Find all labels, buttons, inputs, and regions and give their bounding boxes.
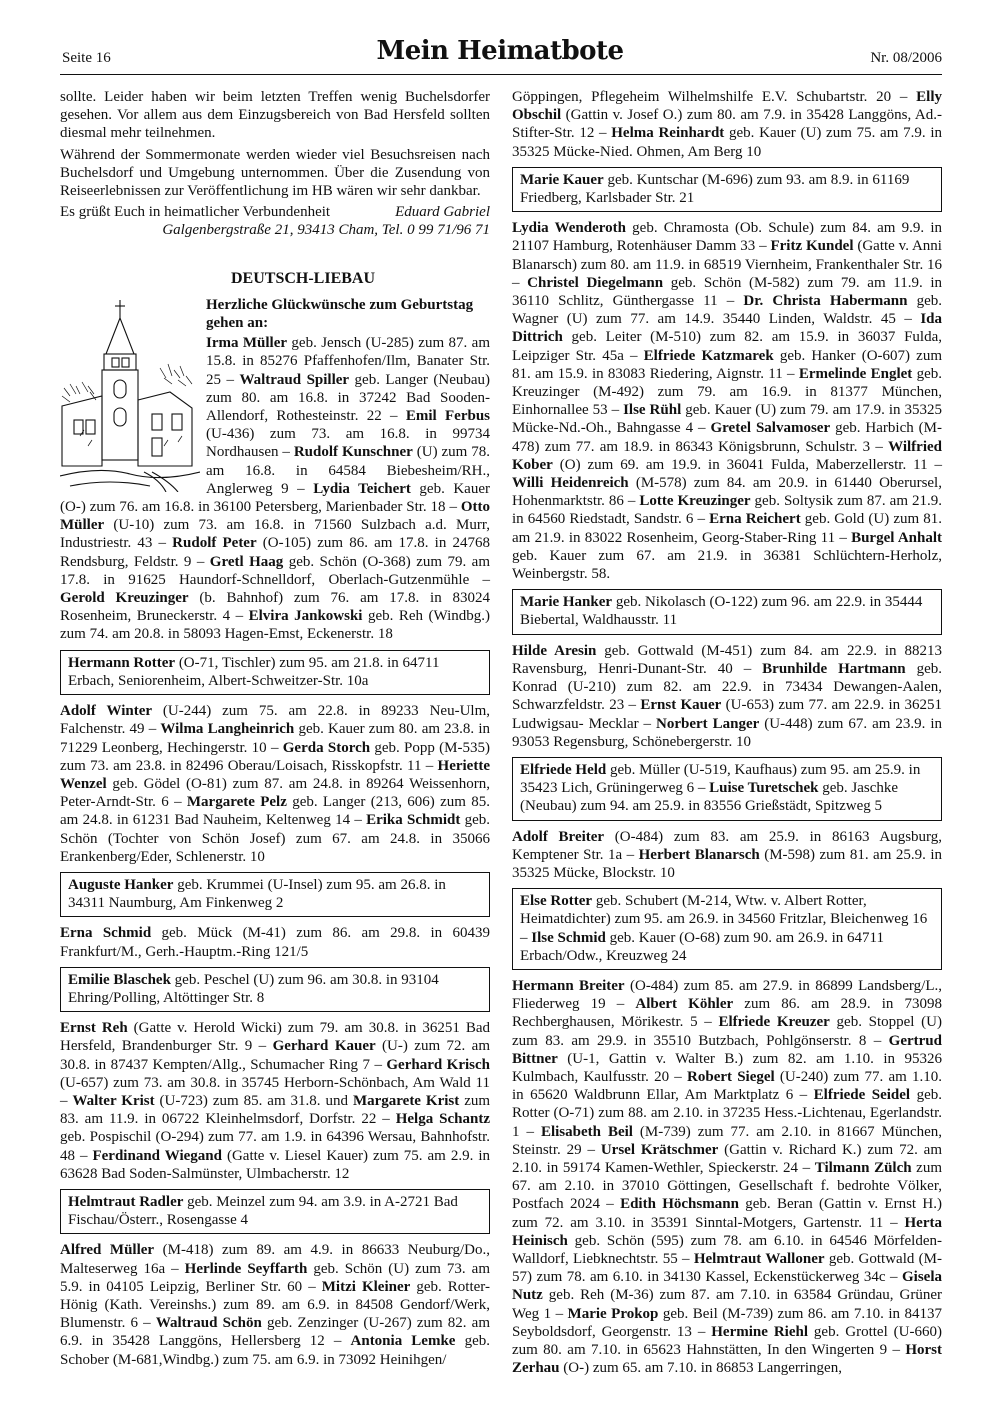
- birthday-paragraph: Lydia Wenderoth geb. Chramosta (Ob. Schule) zum 84. am 9.9. in 21107 Hamburg, Rotenhäuser Damm 33 – Fritz Kundel (Gatte v. Anni Blanarsch) zum 80. am 11.9. in 68519 Viernheim, Frankenthaler Str. 16 – Christel Diegelmann geb. Schön (M-582) zum 79. am 11.9. in 36110 Schlitz, Günthergasse 11 – Dr. Christa Habermann geb. Wagner (U) zum 77. am 14.9. 35440 Linden, Waldstr. 45 – Ida Dittrich geb. Leiter (M-510) zum 82. am 15.9. in 36037 Fulda, Leipziger Str. 45a – Elfriede Katzmarek geb. Hanker (O-607) zum 81. am 15.9. in 83083 Riedering, Aignstr. 11 – Ermelinde Englet geb. Kreuzinger (M-492) zum 79. am 16.9. in 81377 München, Einhornallee 53 – Ilse Rühl geb. Kauer (U) zum 79. am 17.9. in 35325 Mücke-Nd.-Oh., Bahngasse 4 – Gretel Salvamoser geb. Harbich (M-478) zum 77. am 18.9. in 86343 Königsbrunn, Schulstr. 3 – Wilfried Kober (O) zum 69. am 19.9. in 36041 Fulda, Maberzellerstr. 11 – Willi Heidenreich (M-578) zum 84. am 20.9. in 61440 Oberursel, Hohenmarktstr. 86 – Lotte Kreuzinger geb. Soltysik zum 87. am 21.9. in 64560 Riedstadt, Sandstr. 6 – Erna Reichert geb. Gold (U) zum 81. am 21.9. in 83022 Rosenheim, Georg-Staber-Ring 11 – Burgel Anhalt geb. Kauer zum 67. am 21.9. in 36381 Schlüchtern-Herholz, Weinbergstr. 58.: [512, 220, 943, 583]
- person-name: Wilma Langheinrich: [160, 721, 295, 738]
- highlight-box: Elfriede Held geb. Müller (U-519, Kaufhaus) zum 95. am 25.9. in 35423 Lich, Grüningerweg 6 – Luise Turetschek geb. Jaschke (Neubau) zum 94. am 25.9. in 83556 Grießstädt, Spitzweg 5: [512, 757, 942, 821]
- section-title: DEUTSCH-LIEBAU: [230, 269, 376, 287]
- person-name: Elfriede Held: [520, 761, 607, 778]
- person-name: Waltraud Schön: [155, 1315, 262, 1332]
- person-name: Hilde Aresin: [512, 642, 597, 659]
- person-name: Emilie Blaschek: [68, 971, 171, 988]
- person-name: Horst Zerhau: [512, 1342, 942, 1377]
- person-name: Ernst Kauer: [640, 697, 722, 714]
- person-name: Elfriede Kreuzer: [718, 1014, 830, 1031]
- person-name: Wilfried Kober: [512, 438, 942, 473]
- birthday-paragraph: Hilde Aresin geb. Gottwald (M-451) zum 84. am 22.9. in 88213 Ravensburg, Henri-Dunant-Str. 40 – Brunhilde Hartmann geb. Konrad (U-210) zum 82. am 22.9. in 73434 Dewangen-Aalen, Schwarzfeldstr. 23 – Ernst Kauer (U-653) zum 77. am 22.9. in 36251 Ludwigsau- Mecklar – Norbert Langer (U-448) zum 67. am 23.9. in 93053 Regensburg, Schönebergerstr. 10: [512, 642, 943, 750]
- person-name: Heriette Wenzel: [60, 757, 490, 792]
- person-name: Herbert Blanarsch: [638, 846, 760, 863]
- left-column: [60, 88, 490, 1372]
- person-name: Tilmann Zülch: [814, 1159, 912, 1176]
- person-name: Hermine Riehl: [711, 1323, 808, 1340]
- person-name: Elvira Jankowski: [248, 608, 363, 625]
- person-name: Gretel Salvamoser: [710, 420, 831, 437]
- person-name: Burgel Anhalt: [851, 529, 942, 546]
- highlight-box: Hermann Rotter (O-71, Tischler) zum 95. am 21.8. in 64711 Erbach, Seniorenheim, Albert-Schweitzer-Str. 10a: [60, 650, 490, 695]
- person-name: Lydia Teichert: [313, 480, 411, 497]
- person-name: Marie Prokop: [567, 1305, 659, 1322]
- birthday-paragraph: Ernst Reh (Gatte v. Herold Wicki) zum 79. am 30.8. in 36251 Bad Hersfeld, Brandenburger Str. 9 – Gerhard Kauer (U-) zum 72. am 30.8. in 87437 Kempten/Allg., Schumacher Ring 7 – Gerhard Krisch (U-657) zum 73. am 30.8. in 35745 Herborn-Schönbach, Am Wald 11 – Walter Krist (U-723) zum 85. am 31.8. und Margarete Krist zum 83. am 11.9. in 06722 Kleinhelmsdorf, Dorfstr. 22 – Helga Schantz geb. Pospischil (O-294) zum 77. am 1.9. in 64396 Wersau, Bahnhofstr. 48 – Ferdinand Wiegand (Gatte v. Liesel Kauer) zum 75. am 2.9. in 63628 Bad Soden-Salmünster, Ulmbacherstr. 12: [60, 1020, 491, 1182]
- person-name: Margarete Krist: [352, 1092, 460, 1109]
- signature-address: Galgenbergstraße 21, 93413 Cham, Tel. 0 99 71/96 71: [162, 222, 490, 239]
- birthday-paragraph: Irma Müller geb. Jensch (U-285) zum 87. am 15.8. in 85276 Pfaffenhofen/Ilm, Banater Str. 25 – Waltraud Spiller geb. Langer (Neubau) zum 80. am 16.8. in 37242 Bad Sooden-Allendorf, Rothesteinstr. 22 – Emil Ferbus (U-436) zum 73. am 16.8. in 99734 Nordhausen – Rudolf Kunschner (U) zum 78. am 16.8. in 64584 Biebesheim/RH., Anglerweg 9 – Lydia Teichert geb. Kauer (O-) zum 76. am 16.8. in 36100 Petersberg, Marienbader Str. 18 – Otto Müller (U-10) zum 73. am 16.8. in 71560 Sulzbach a.d. Murr, Industriestr. 43 – Rudolf Peter (O-105) zum 86. am 17.8. in 24768 Rendsburg, Feldstr. 9 – Gretl Haag geb. Schön (O-368) zum 79. am 17.8. in 91625 Haundorf-Schnelldorf, Oberlach-Gutzenmühle – Gerold Kreuzinger (b. Bahnhof) zum 76. am 17.8. in 83024 Rosenheim, Bruneckerstr. 4 – Elvira Jankowski geb. Reh (Windbg.) zum 74. am 20.8. in 58093 Hagen-Emst, Eckenerstr. 18: [60, 335, 491, 643]
- person-name: Adolf Breiter: [512, 828, 605, 845]
- intro-paragraph-2: Während der Sommermonate werden wieder viel Besuchsreisen nach Buchelsdorf und Umgebung unternommen. Über die Zusendung von Reiseerlebnissen zur Veröffentlichung im HB wären wir sehr dankbar.: [60, 146, 490, 200]
- greeting-text: Es grüßt Euch in heimatlicher Verbundenheit: [60, 204, 331, 221]
- person-name: Erika Schmidt: [366, 812, 461, 829]
- person-name: Luise Turetschek: [709, 780, 819, 797]
- birthday-paragraph: Göppingen, Pflegeheim Wilhelmshilfe E.V. Schubartstr. 20 – Elly Obschil (Gattin v. Josef O.) zum 80. am 7.9. in 35428 Langgöns, Ad.-Stifter-Str. 12 – Helma Reinhardt geb. Kauer (U) zum 75. am 7.9. in 35325 Mücke-Nied. Ohmen, Am Berg 10: [512, 89, 942, 160]
- person-name: Gerhard Krisch: [386, 1056, 490, 1073]
- highlight-box: Auguste Hanker geb. Krummei (U-Insel) zum 95. am 26.8. in 34311 Naumburg, Am Finkenweg 2: [60, 872, 490, 917]
- person-name: Waltraud Spiller: [239, 371, 350, 388]
- person-name: Gisela Nutz: [512, 1269, 942, 1304]
- person-name: Helga Schantz: [395, 1111, 490, 1128]
- section-subtitle: Herzliche Glückwünsche zum Geburtstag gehen an:: [206, 296, 474, 332]
- highlight-box: Marie Kauer geb. Kuntschar (M-696) zum 93. am 8.9. in 61169 Friedberg, Karlsbader Str. 21: [512, 167, 942, 212]
- person-name: Lydia Wenderoth: [512, 220, 626, 237]
- person-name: Ilse Schmid: [531, 929, 606, 946]
- person-name: Ilse Rühl: [623, 402, 682, 419]
- person-name: Rudolf Kunschner: [293, 444, 413, 461]
- person-name: Gerold Kreuzinger: [60, 590, 189, 607]
- intro-paragraph: sollte. Leider haben wir beim letzten Treffen wenig Buchelsdorfer gesehen. Vor allem aus dem Einzugsbereich von Bad Hersfeld sollten diesmal mehr teilnehmen.: [60, 89, 490, 142]
- person-name: Elisabeth Beil: [540, 1123, 633, 1140]
- birthday-paragraph: Adolf Breiter (O-484) zum 83. am 25.9. in 86163 Augsburg, Kemptener Str. 1a – Herbert Blanarsch (M-598) zum 81. am 25.9. in 35325 Mücke, Blockstr. 10: [512, 828, 943, 881]
- person-name: Alfred Müller: [60, 1242, 155, 1259]
- person-name: Helmtraut Walloner: [693, 1250, 825, 1267]
- birthday-paragraph: Hermann Breiter (O-484) zum 85. am 27.9. in 86899 Landsberg/L., Fliederweg 19 – Albert Köhler zum 86. am 28.9. in 73098 Rechberghausen, Mörikestr. 5 – Elfriede Kreuzer geb. Stoppel (U) zum 83. am 29.9. in 35510 Butzbach, Pohlgönserstr. 8 – Gertrud Bittner (U-1, Gattin v. Walter B.) zum 82. am 1.10. in 95326 Kulmbach, Kaulfusstr. 20 – Robert Siegel (U-240) zum 77. am 1.10. in 65620 Waldbrunn Ellar, Am Marktplatz 6 – Elfriede Seidel geb. Rotter (O-71) zum 88. am 2.10. in 37235 Hess.-Lichtenau, Egerlandstr. 1 – Elisabeth Beil (M-739) zum 77. am 2.10. in 81667 München, Steinstr. 29 – Ursel Krätschmer (Gattin v. Richard K.) zum 72. am 2.10. in 59174 Kamen-Wethler, Spieckerstr. 24 – Tilmann Zülch zum 67. am 2.10. in 37010 Göttingen, Gesellschaft f. bedrohte Völker, Postfach 2024 – Edith Höchsmann geb. Beran (Gattin v. Ernst H.) zum 72. am 3.10. in 35391 Sinntal-Motgers, Gartenstr. 11 – Herta Heinisch geb. Schön (595) zum 78. am 6.10. in 64546 Mörfelden-Walldorf, Liebknechtstr. 55 – Helmtraut Walloner geb. Gottwald (M-57) zum 78. am 6.10. in 34130 Kassel, Eckenstückerweg 34c – Gisela Nutz geb. Reh (M-36) zum 87. am 7.10. in 63584 Gründau, Grüner Weg 1 – Marie Prokop geb. Beil (M-739) zum 86. am 7.10. in 84137 Seyboldsdorf, Georgenstr. 13 – Hermine Riehl geb. Grottel (U-660) zum 80. am 7.10. in 65623 Hahnstätten, In den Wingerten 9 – Horst Zerhau (O-) zum 65. am 7.10. in 86853 Langerringen,: [512, 977, 943, 1377]
- person-name: Margarete Pelz: [186, 794, 287, 811]
- person-name: Brunhilde Hartmann: [762, 660, 906, 677]
- person-name: Erna Reichert: [709, 511, 801, 528]
- birthday-paragraph: Adolf Winter (U-244) zum 75. am 22.8. in 89233 Neu-Ulm, Falchenstr. 49 – Wilma Langheinrich geb. Kauer zum 80. am 23.8. in 71229 Leonberg, Hechingerstr. 10 – Gerda Storch geb. Popp (M-535) zum 73. am 23.8. in 82496 Oberau/Loisach, Risskopfstr. 11 – Heriette Wenzel geb. Gödel (O-81) zum 87. am 24.8. in 89264 Weissenhorn, Peter-Arndt-Str. 6 – Margarete Pelz geb. Langer (213, 606) zum 85. am 24.8. in 61231 Bad Nauheim, Keltenweg 14 – Erika Schmidt geb. Schön (Tochter von Schön Josef) zum 67. am 24.8. in 35066 Erankenberg/Eder, Schlenerstr. 10: [60, 703, 491, 865]
- person-name: Erna Schmid: [60, 925, 152, 942]
- highlight-box: Marie Hanker geb. Nikolasch (O-122) zum 96. am 22.9. in 35444 Biebertal, Waldhausstr. 11: [512, 589, 942, 634]
- person-name: Dr. Christa Habermann: [743, 293, 908, 310]
- person-name: Helma Reinhardt: [611, 125, 725, 142]
- person-name: Willi Heidenreich: [512, 475, 629, 492]
- person-name: Herta Heinisch: [512, 1214, 942, 1249]
- person-name: Otto Müller: [60, 499, 490, 534]
- highlight-box: Emilie Blaschek geb. Peschel (U) zum 96. am 30.8. in 93104 Ehring/Polling, Altöttinger Str. 8: [60, 967, 490, 1012]
- person-name: Gertrud Bittner: [512, 1032, 942, 1067]
- person-name: Else Rotter: [520, 893, 593, 910]
- person-name: Helmtraut Radler: [68, 1193, 184, 1210]
- person-name: Ernst Reh: [60, 1020, 128, 1037]
- highlight-box: Else Rotter geb. Schubert (M-214, Wtw. v. Albert Rotter, Heimatdichter) zum 95. am 26.9. in 34560 Fritzlar, Bleichenweg 16 – Ilse Schmid geb. Kauer (O-68) zum 90. am 26.9. in 64711 Erbach/Odw., Kreuzweg 24: [512, 888, 942, 970]
- person-name: Ursel Krätschmer: [600, 1141, 719, 1158]
- page-number: Seite 16: [62, 50, 111, 66]
- person-name: Christel Diegelmann: [527, 274, 664, 291]
- person-name: Walter Krist: [72, 1092, 155, 1109]
- person-name: Gretl Haag: [209, 553, 284, 570]
- person-name: Emil Ferbus: [405, 408, 490, 425]
- highlight-box: Helmtraut Radler geb. Meinzel zum 94. am 3.9. in A-2721 Bad Fischau/Österr., Rosengasse 4: [60, 1189, 490, 1234]
- birthday-paragraph: Erna Schmid geb. Mück (M-41) zum 86. am 29.8. in 60439 Frankfurt/M., Gerh.-Hauptm.-Ring 121/5: [60, 925, 490, 960]
- right-column: [512, 88, 942, 1380]
- person-name: Rudolf Peter: [172, 535, 257, 552]
- birthday-paragraph: Alfred Müller (M-418) zum 89. am 4.9. in 86633 Neuburg/Do., Malteserweg 16a – Herlinde Seyffarth geb. Schön (U) zum 73. am 5.9. in 04105 Leipzig, Berliner Str. 60 – Mitzi Kleiner geb. Rotter-Hönig (Kath. Vereinshs.) zum 89. am 6.9. in 84508 Gendorf/Werk, Blumenstr. 6 – Waltraud Schön geb. Zenzinger (U-267) zum 82. am 6.9. in 35428 Langgöns, Hellersberg 12 – Antonia Lemke geb. Schober (M-681,Windbg.) zum 75. am 6.9. in 73092 Heinihgen/: [60, 1242, 490, 1368]
- signature-name: Eduard Gabriel: [395, 204, 490, 221]
- issue-number: Nr. 08/2006: [870, 50, 942, 66]
- person-name: Irma Müller: [206, 335, 288, 352]
- signature-line: [60, 203, 490, 221]
- church-illustration: [60, 296, 200, 492]
- person-name: Marie Kauer: [520, 171, 604, 188]
- person-name: Elfriede Seidel: [813, 1087, 911, 1104]
- person-name: Gerhard Kauer: [272, 1038, 376, 1055]
- person-name: Hermann Rotter: [68, 654, 176, 671]
- person-name: Hermann Breiter: [512, 977, 625, 994]
- person-name: Fritz Kundel: [770, 238, 854, 255]
- person-name: Mitzi Kleiner: [321, 1278, 411, 1295]
- person-name: Marie Hanker: [520, 594, 613, 611]
- header-rule: [60, 74, 942, 75]
- person-name: Adolf Winter: [60, 703, 153, 720]
- person-name: Antonia Lemke: [350, 1333, 456, 1350]
- person-name: Elfriede Katzmarek: [643, 347, 774, 364]
- person-name: Robert Siegel: [687, 1068, 775, 1085]
- person-name: Ermelinde Englet: [798, 365, 913, 382]
- person-name: Ida Dittrich: [512, 311, 942, 346]
- person-name: Lotte Kreuzinger: [639, 493, 751, 510]
- person-name: Edith Höchsmann: [620, 1196, 739, 1213]
- person-name: Elly Obschil: [512, 89, 942, 124]
- person-name: Auguste Hanker: [68, 876, 174, 893]
- person-name: Ferdinand Wiegand: [92, 1147, 222, 1164]
- masthead-logo: Mein Heimatbote: [376, 36, 624, 66]
- person-name: Herlinde Seyffarth: [184, 1260, 308, 1277]
- person-name: Gerda Storch: [282, 739, 371, 756]
- person-name: Albert Köhler: [635, 996, 734, 1013]
- person-name: Norbert Langer: [656, 715, 760, 732]
